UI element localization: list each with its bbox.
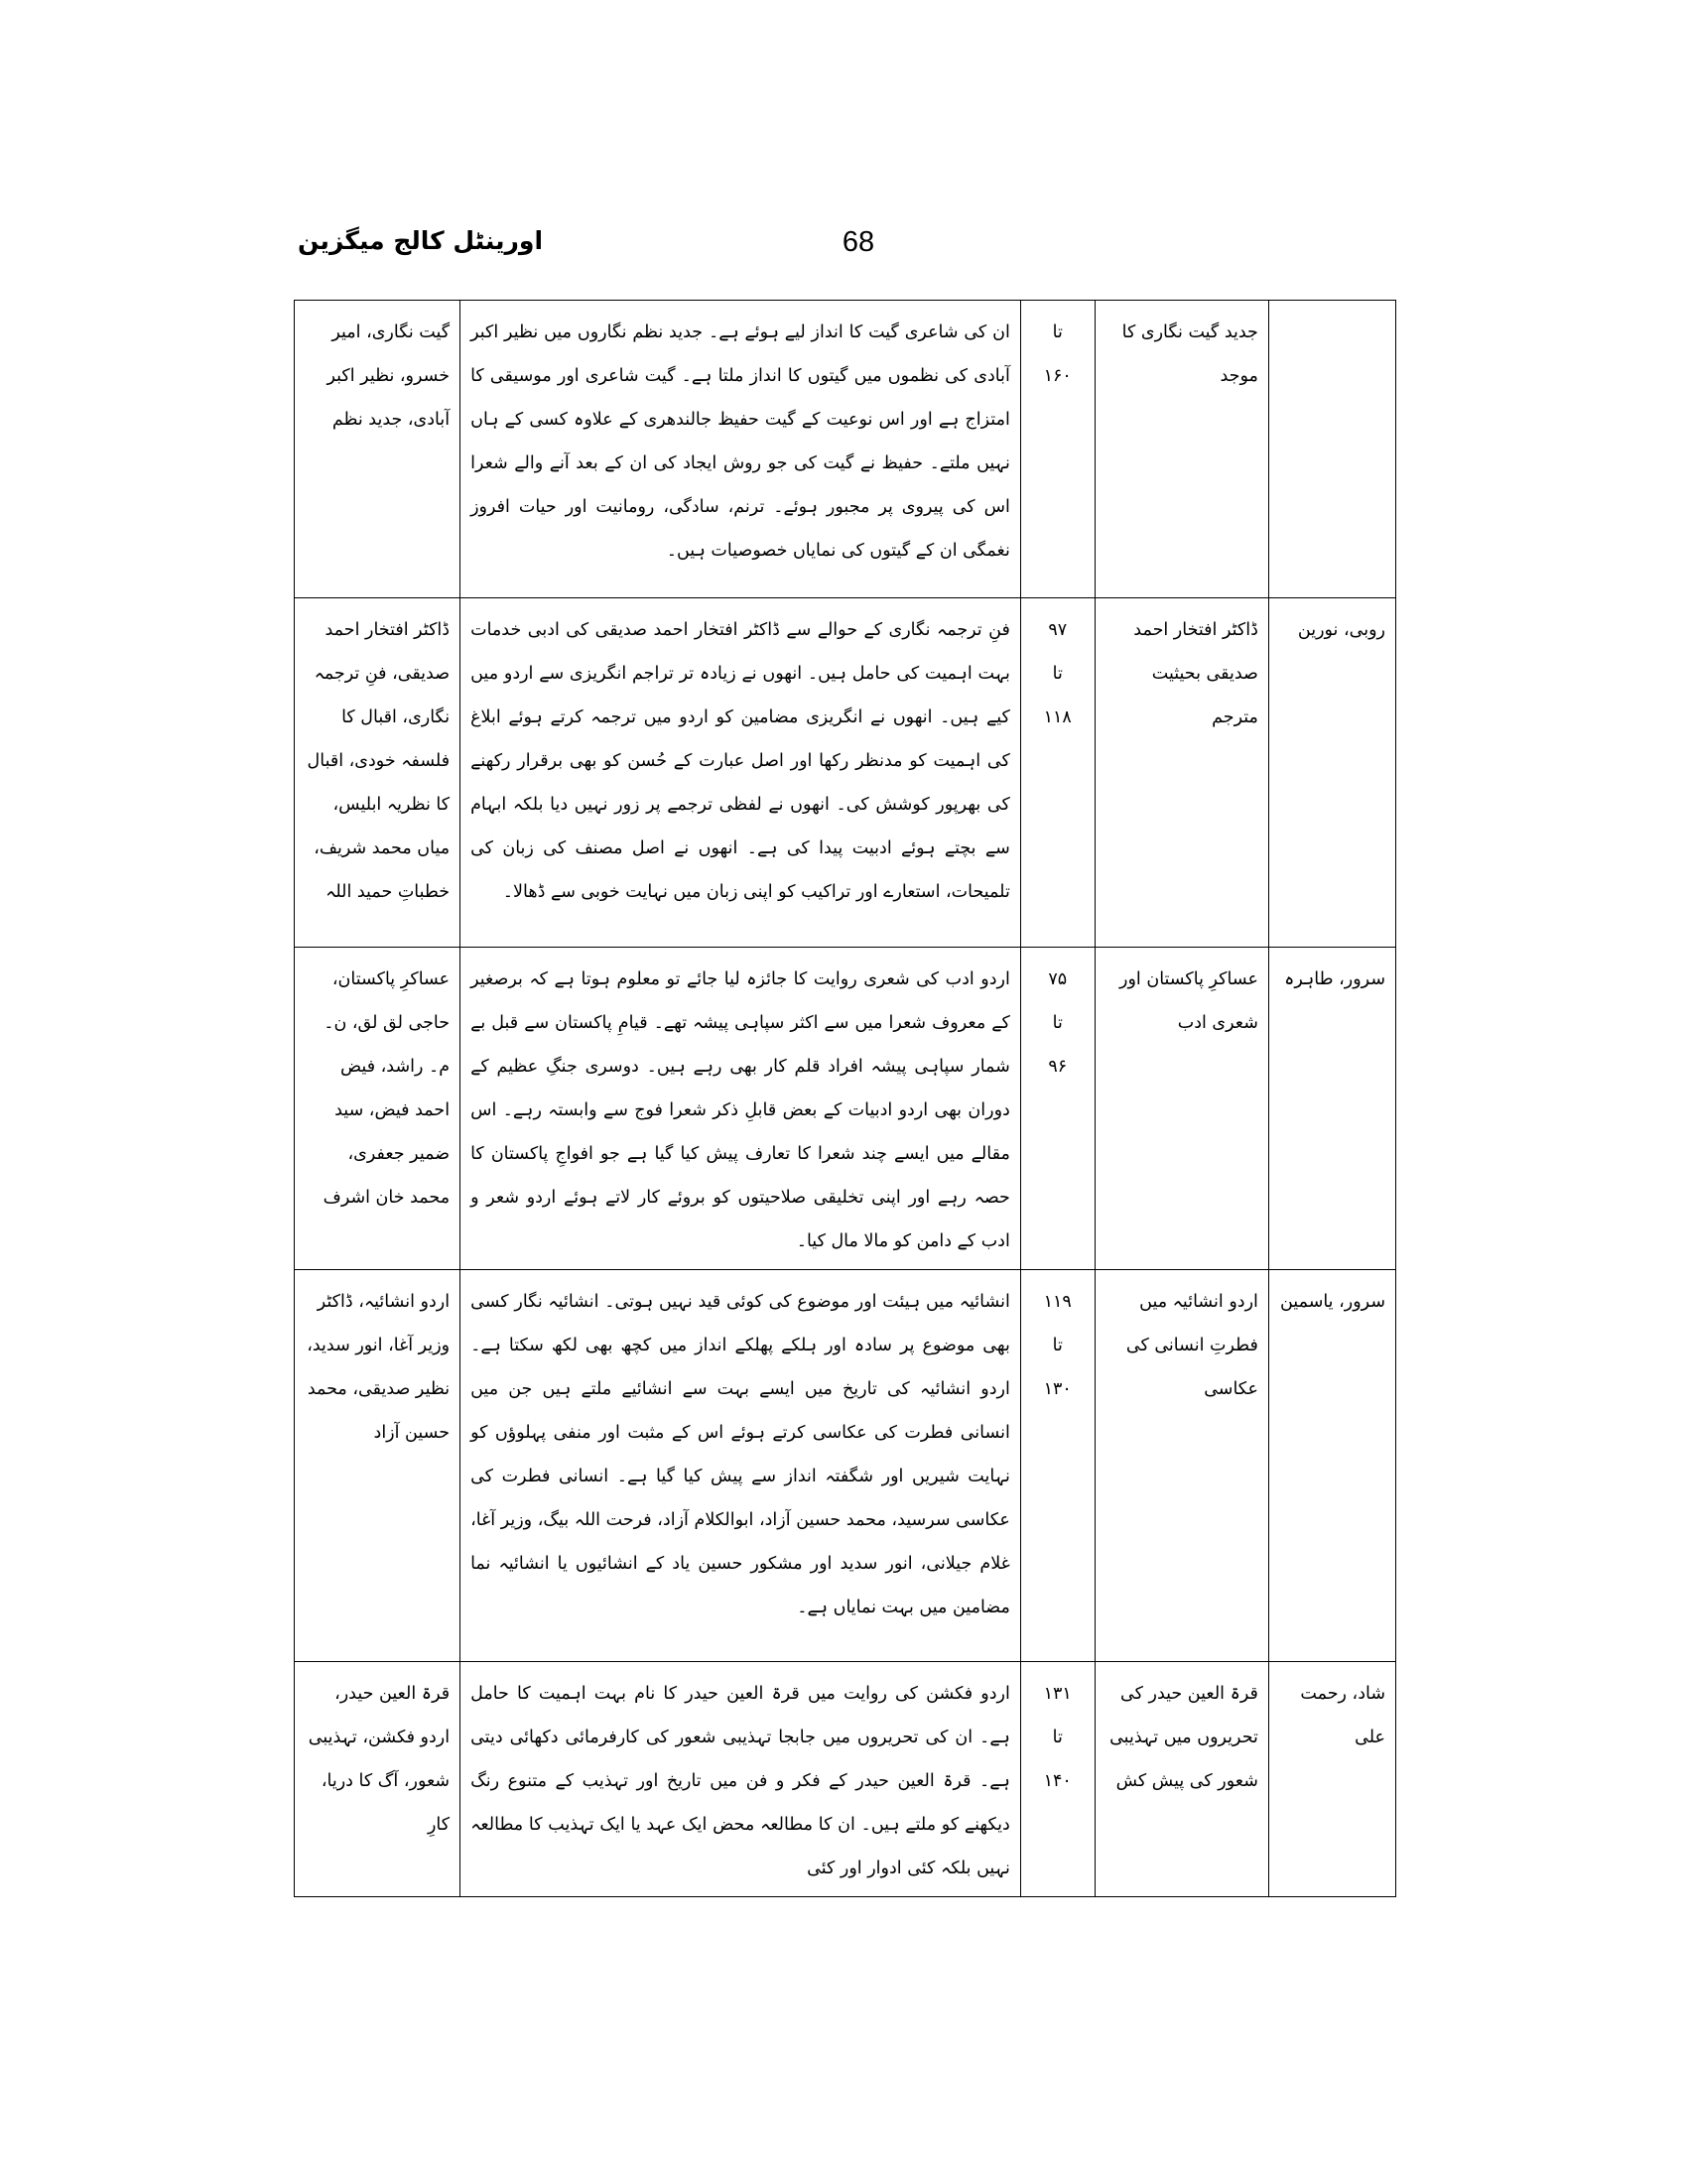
- page-range-line: ۱۳۰: [1043, 1379, 1072, 1399]
- title-cell: ڈاکٹر افتخار احمد صدیقی بحیثیت مترجم: [1095, 598, 1268, 948]
- page-range-cell: [1020, 1662, 1095, 1897]
- page-range-line: ۱۱۸: [1043, 707, 1072, 727]
- author-cell: روبی، نورین: [1268, 598, 1395, 948]
- summary-cell: فنِ ترجمہ نگاری کے حوالے سے ڈاکٹر افتخار احمد صدیقی کی ادبی خدمات بہت اہمیت کی حامل ہیں۔ انھوں نے زیادہ تر تراجم انگریزی سے اردو میں کیے ہیں۔ انھوں نے انگریزی مضامین کو اردو میں ترجمہ کرتے ہوئے ابلاغ کی اہمیت کو مدنظر رکھا اور اصل عبارت کے حُسن کو بھی برقرار رکھنے کی بھرپور کوشش کی۔ انھوں نے لفظی ترجمے پر زور نہیں دیا بلکہ ابہام سے بچتے ہوئے ادبیت پیدا کی ہے۔ انھوں نے اصل مصنف کی زبان کی تلمیحات، استعارے اور تراکیب کو اپنی زبان میں نہایت خوبی سے ڈھالا۔: [460, 598, 1021, 948]
- page-range-line: ۹۶: [1048, 1057, 1068, 1077]
- page-range-line: ۱۳۱: [1043, 1684, 1072, 1704]
- page-range-line: ۱۶۰: [1043, 366, 1072, 386]
- title-cell: اردو انشائیہ میں فطرتِ انسانی کی عکاسی: [1095, 1270, 1268, 1662]
- table-row: [295, 1662, 1396, 1897]
- page-range-line: تا: [1052, 1728, 1063, 1747]
- table-row: [295, 301, 1396, 598]
- table-row: [295, 948, 1396, 1270]
- page-range-line: تا: [1052, 1013, 1063, 1033]
- article-index-table: [294, 300, 1396, 1897]
- table-row: [295, 1270, 1396, 1662]
- page-range-line: تا: [1052, 1336, 1063, 1355]
- summary-cell: ان کی شاعری گیت کا انداز لیے ہوئے ہے۔ جدید نظم نگاروں میں نظیر اکبر آبادی کی نظموں میں گیتوں کا انداز ملتا ہے۔ گیت شاعری اور موسیقی کا امتزاج ہے اور اس نوعیت کے گیت حفیظ جالندھری کے علاوہ کسی کے ہاں نہیں ملتے۔ حفیظ نے گیت کی جو روش ایجاد کی ان کے بعد آنے والے شعرا اس کی پیروی پر مجبور ہوئے۔ ترنم، سادگی، رومانیت اور حیات افروز نغمگی ان کے گیتوں کی نمایاں خصوصیات ہیں۔: [460, 301, 1021, 598]
- page-range-cell: [1020, 948, 1095, 1270]
- table-row: [295, 598, 1396, 948]
- page-number: 68: [842, 226, 875, 258]
- page-range-cell: [1020, 598, 1095, 948]
- summary-cell: اردو فکشن کی روایت میں قرۃ العین حیدر کا نام بہت اہمیت کا حامل ہے۔ ان کی تحریروں میں جابجا تہذیبی شعور کی کارفرمائی دکھائی دیتی ہے۔ قرۃ العین حیدر کے فکر و فن میں تاریخ اور تہذیب کے متنوع رنگ دیکھنے کو ملتے ہیں۔ ان کا مطالعہ محض ایک عہد یا ایک تہذیب کا مطالعہ نہیں بلکہ کئی ادوار اور کئی: [460, 1662, 1021, 1897]
- journal-title: اورینٹل کالج میگزین: [298, 226, 544, 255]
- page-range-line: ۹۷: [1048, 620, 1068, 640]
- summary-cell: اردو ادب کی شعری روایت کا جائزہ لیا جائے تو معلوم ہوتا ہے کہ برصغیر کے معروف شعرا میں سے اکثر سپاہی پیشہ تھے۔ قیامِ پاکستان سے قبل بے شمار سپاہی پیشہ افراد قلم کار بھی رہے ہیں۔ دوسری جنگِ عظیم کے دوران بھی اردو ادبیات کے بعض قابلِ ذکر شعرا فوج سے وابستہ رہے۔ اس مقالے میں ایسے چند شعرا کا تعارف پیش کیا گیا ہے جو افواجِ پاکستان کا حصہ رہے اور اپنی تخلیقی صلاحیتوں کو بروئے کار لاتے ہوئے اردو شعر و ادب کے دامن کو مالا مال کیا۔: [460, 948, 1021, 1270]
- summary-cell: انشائیہ میں ہیئت اور موضوع کی کوئی قید نہیں ہوتی۔ انشائیہ نگار کسی بھی موضوع پر سادہ اور ہلکے پھلکے انداز میں کچھ بھی لکھ سکتا ہے۔ اردو انشائیہ کی تاریخ میں ایسے بہت سے انشائیے ملتے ہیں جن میں انسانی فطرت کی عکاسی کرتے ہوئے اس کے مثبت اور منفی پہلوؤں کو نہایت شیریں اور شگفتہ انداز سے پیش کیا گیا ہے۔ انسانی فطرت کی عکاسی سرسید، محمد حسین آزاد، ابوالکلام آزاد، فرحت اللہ بیگ، وزیر آغا، غلام جیلانی، انور سدید اور مشکور حسین یاد کے انشائیوں یا انشائیہ نما مضامین میں بہت نمایاں ہے۔: [460, 1270, 1021, 1662]
- title-cell: جدید گیت نگاری کا موجد: [1095, 301, 1268, 598]
- author-cell: [1268, 301, 1395, 598]
- keywords-cell: اردو انشائیہ، ڈاکٹر وزیر آغا، انور سدید، نظیر صدیقی، محمد حسین آزاد: [295, 1270, 460, 1662]
- title-cell: عساکرِ پاکستان اور شعری ادب: [1095, 948, 1268, 1270]
- page-range-cell: [1020, 301, 1095, 598]
- keywords-cell: ڈاکٹر افتخار احمد صدیقی، فنِ ترجمہ نگاری، اقبال کا فلسفہ خودی، اقبال کا نظریہ ابلیس، میاں محمد شریف، خطباتِ حمید اللہ: [295, 598, 460, 948]
- page-range-line: ۱۴۰: [1043, 1771, 1072, 1791]
- author-cell: سرور، یاسمین: [1268, 1270, 1395, 1662]
- page-header: [0, 218, 1688, 268]
- keywords-cell: عساکرِ پاکستان، حاجی لق لق، ن۔ م۔ راشد، فیض احمد فیض، سید ضمیر جعفری، محمد خان اشرف: [295, 948, 460, 1270]
- page-range-cell: [1020, 1270, 1095, 1662]
- page-range-line: تا: [1052, 322, 1063, 342]
- page-range-line: تا: [1052, 664, 1063, 684]
- page-range-line: ۷۵: [1048, 969, 1068, 989]
- keywords-cell: گیت نگاری، امیر خسرو، نظیر اکبر آبادی، جدید نظم: [295, 301, 460, 598]
- author-cell: شاد، رحمت علی: [1268, 1662, 1395, 1897]
- page-range-line: ۱۱۹: [1043, 1292, 1072, 1312]
- keywords-cell: قرۃ العین حیدر، اردو فکشن، تہذیبی شعور، آگ کا دریا، کارِ: [295, 1662, 460, 1897]
- title-cell: قرۃ العین حیدر کی تحریروں میں تہذیبی شعور کی پیش کش: [1095, 1662, 1268, 1897]
- author-cell: سرور، طاہرہ: [1268, 948, 1395, 1270]
